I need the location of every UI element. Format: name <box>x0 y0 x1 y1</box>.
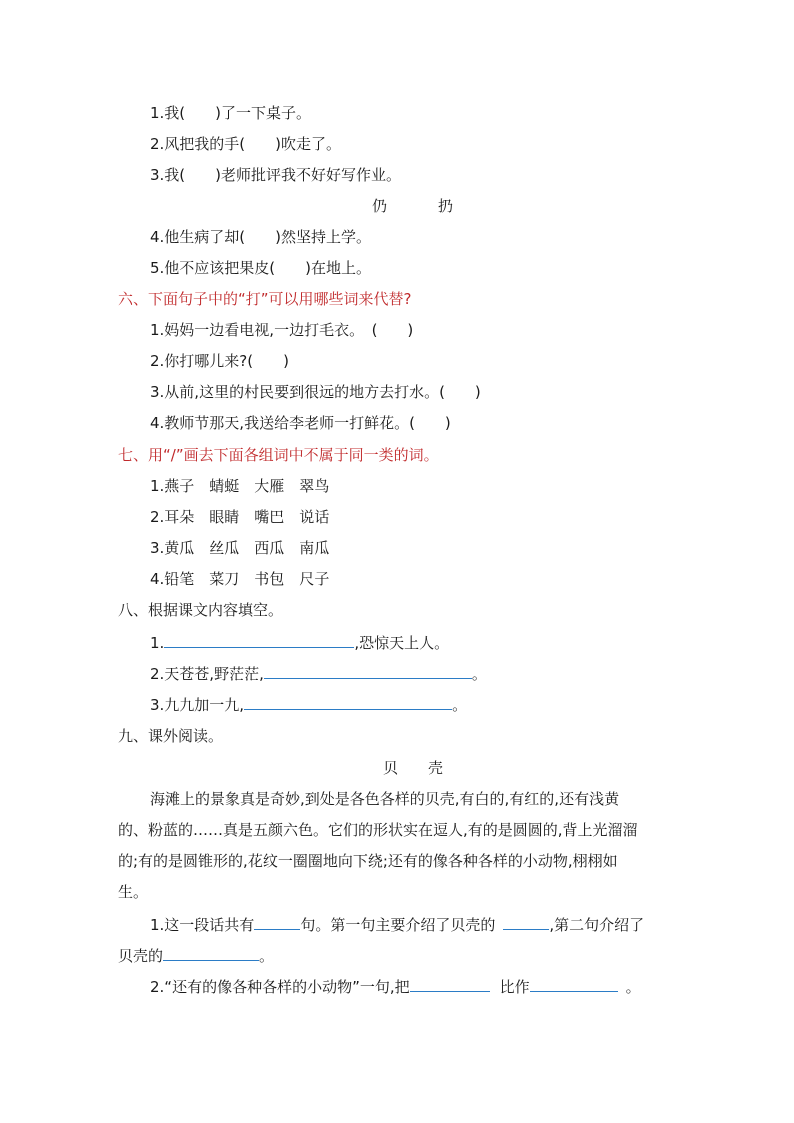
s9-q2-c: 。 <box>625 978 641 996</box>
passage-line-3: 的;有的是圆锥形的,花纹一圈圈地向下绕;还有的像各种各样的小动物,栩栩如 <box>118 852 618 870</box>
s8-q3-blank[interactable] <box>244 694 452 710</box>
s9-q2 <box>150 976 641 996</box>
s5-item-5: 5.他不应该把果皮( )在地上。 <box>150 259 372 277</box>
s8-q1-suffix: ,恐惊天上人。 <box>354 634 450 652</box>
s9-q1-blank-2[interactable] <box>503 914 549 930</box>
s6-item-2: 2.你打哪儿来?( ) <box>150 352 289 370</box>
s8-q2-prefix: 2.天苍苍,野茫茫, <box>150 665 264 683</box>
s8-q2-blank[interactable] <box>264 663 472 679</box>
s9-q1-blank-3[interactable] <box>163 945 259 961</box>
s8-q1 <box>150 632 449 652</box>
s5-item-3: 3.我( )老师批评我不好好写作业。 <box>150 166 402 184</box>
s8-q2-suffix: 。 <box>471 665 487 683</box>
s7-title: 七、用“/”画去下面各组词中不属于同一类的词。 <box>118 446 439 464</box>
s5-item-1: 1.我( )了一下桌子。 <box>150 104 312 122</box>
s7-item-1: 1.燕子 蜻蜓 大雁 翠鸟 <box>150 477 330 495</box>
s8-q1-prefix: 1. <box>150 634 165 652</box>
s9-q2-blank-1[interactable] <box>410 976 490 992</box>
s5-char-b: 扔 <box>438 197 454 215</box>
passage-line-1: 海滩上的景象真是奇妙,到处是各色各样的贝壳,有白的,有红的,还有浅黄 <box>150 790 620 808</box>
s5-item-4: 4.他生病了却( )然坚持上学。 <box>150 228 372 246</box>
s9-q1-c: ,第二句介绍了 <box>549 916 645 934</box>
s8-q3-prefix: 3.九九加一九, <box>150 696 245 714</box>
s9-q1-d: 贝壳的 <box>118 947 164 965</box>
s9-q1-a: 1.这一段话共有 <box>150 916 255 934</box>
s8-q2 <box>150 663 487 683</box>
s5-char-a: 仍 <box>372 197 388 215</box>
s8-title: 八、根据课文内容填空。 <box>118 601 284 619</box>
s7-item-3: 3.黄瓜 丝瓜 西瓜 南瓜 <box>150 539 330 557</box>
s9-q2-a: 2.“还有的像各种各样的小动物”一句,把 <box>150 978 410 996</box>
s8-q3-suffix: 。 <box>452 696 468 714</box>
passage-title: 贝 壳 <box>383 759 444 777</box>
s6-title: 六、下面句子中的“打”可以用哪些词来代替? <box>118 290 412 308</box>
s8-q3 <box>150 694 467 714</box>
s5-item-2: 2.风把我的手( )吹走了。 <box>150 135 342 153</box>
s6-item-3: 3.从前,这里的村民要到很远的地方去打水。( ) <box>150 383 481 401</box>
s9-q1 <box>150 914 644 934</box>
s9-q2-blank-2[interactable] <box>530 976 618 992</box>
s9-q1-blank-1[interactable] <box>254 914 300 930</box>
s7-item-4: 4.铅笔 菜刀 书包 尺子 <box>150 570 330 588</box>
s9-q1-e: 。 <box>259 947 275 965</box>
s7-item-2: 2.耳朵 眼睛 嘴巴 说话 <box>150 508 330 526</box>
passage-line-2: 的、粉蓝的……真是五颜六色。它们的形状实在逗人,有的是圆圆的,背上光溜溜 <box>118 821 638 839</box>
s9-q1-b: 句。第一句主要介绍了贝壳的 <box>300 916 496 934</box>
s9-q2-b: 比作 <box>499 978 530 996</box>
s6-item-1: 1.妈妈一边看电视,一边打毛衣。 ( ) <box>150 321 414 339</box>
s9-q1-cont <box>118 945 274 965</box>
passage-line-4: 生。 <box>118 883 149 901</box>
s9-title: 九、课外阅读。 <box>118 727 224 745</box>
s6-item-4: 4.教师节那天,我送给李老师一打鲜花。( ) <box>150 414 451 432</box>
s8-q1-blank[interactable] <box>164 632 354 648</box>
